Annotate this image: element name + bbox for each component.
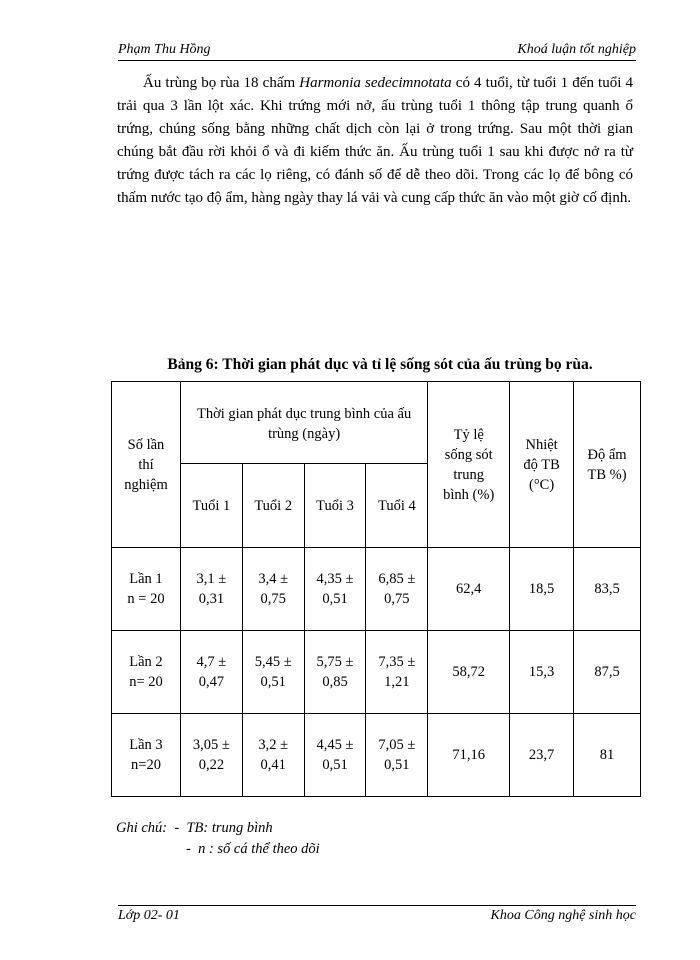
page-footer [118,905,636,926]
header-author: Phạm Thu Hồng [118,42,211,57]
header-temperature: Nhiệt độ TB (°C) [510,382,574,548]
page-header [118,40,636,61]
header-instar-3: Tuổi 3 [304,464,366,548]
humidity-cell: 83,5 [574,548,641,631]
table-row [112,631,641,714]
trial-cell: Lần 3 n=20 [112,714,181,797]
header-humidity: Độ ẩm TB %) [574,382,641,548]
instar-cell: 4,7 ± 0,47 [180,631,242,714]
instar-cell: 5,75 ± 0,85 [304,631,366,714]
instar-cell: 4,45 ± 0,51 [304,714,366,797]
notes-label: Ghi chú: [116,820,168,836]
header-instar-2: Tuổi 2 [242,464,304,548]
development-table [111,381,641,797]
temperature-cell: 23,7 [510,714,574,797]
footer-class: Lớp 02- 01 [118,908,180,923]
note-item: - TB: trung bình [174,820,273,836]
survival-cell: 71,16 [428,714,510,797]
instar-cell: 3,1 ± 0,31 [180,548,242,631]
table-notes [116,818,320,860]
instar-cell: 5,45 ± 0,51 [242,631,304,714]
header-survival: Tỷ lệ sống sót trung bình (%) [428,382,510,548]
header-development-time: Thời gian phát dục trung bình của ấu trùng (ngày) [180,382,427,464]
survival-cell: 58,72 [428,631,510,714]
instar-cell: 7,05 ± 0,51 [366,714,428,797]
body-paragraph [117,72,633,210]
trial-cell: Lần 2 n= 20 [112,631,181,714]
note-item: - n : số cá thể theo dõi [186,841,320,857]
humidity-cell: 87,5 [574,631,641,714]
instar-cell: 6,85 ± 0,75 [366,548,428,631]
instar-cell: 3,2 ± 0,41 [242,714,304,797]
survival-cell: 62,4 [428,548,510,631]
instar-cell: 7,35 ± 1,21 [366,631,428,714]
table-row [112,714,641,797]
header-instar-4: Tuổi 4 [366,464,428,548]
header-document-type: Khoá luận tốt nghiệp [517,42,636,57]
footer-faculty: Khoa Công nghệ sinh học [490,908,636,923]
header-trial: Số lần thí nghiệm [112,382,181,548]
species-name: Harmonia sedecimnotata [299,75,452,91]
temperature-cell: 18,5 [510,548,574,631]
table-row [112,548,641,631]
paragraph-part-1: Ấu trùng bọ rùa 18 chấm [143,75,300,91]
instar-cell: 3,05 ± 0,22 [180,714,242,797]
header-instar-1: Tuổi 1 [180,464,242,548]
trial-cell: Lần 1 n = 20 [112,548,181,631]
paragraph-part-2: có 4 tuổi, từ tuổi 1 đến tuổi 4 trải qua 3 lần lột xác. Khi trứng mới nở, ấu trùng tuổi 1 thông tập trung quanh ổ trứng, chúng sống bằng những chất dịch còn lại ở trong trứng. Sau một thời gian chúng bắt đầu rời khỏi ổ và đi kiếm thức ăn. Ấu trùng tuổi 1 sau khi được nở ra từ trứng được tách ra các lọ riêng, có đánh số để dễ theo dõi. Trong các lọ để bông có thấm nước tạo độ ẩm, hàng ngày thay lá vải và cung cấp thức ăn vào một giờ cố định. [117,75,633,206]
instar-cell: 3,4 ± 0,75 [242,548,304,631]
instar-cell: 4,35 ± 0,51 [304,548,366,631]
humidity-cell: 81 [574,714,641,797]
temperature-cell: 15,3 [510,631,574,714]
table-caption: Bảng 6: Thời gian phát dục và tỉ lệ sống sót của ấu trùng bọ rùa. [167,356,593,373]
